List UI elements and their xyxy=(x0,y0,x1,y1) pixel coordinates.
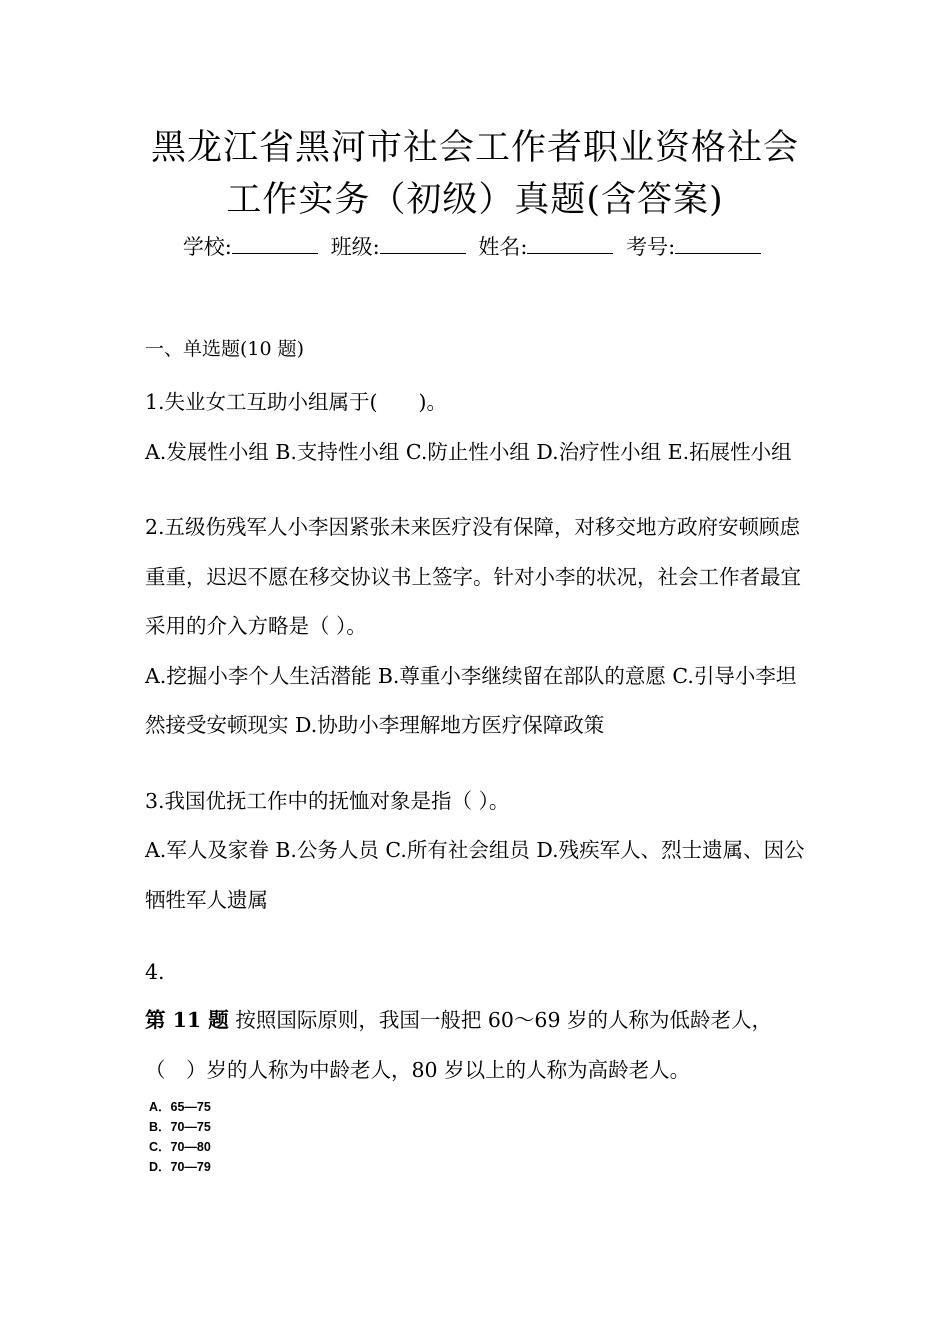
question-4-option-c: C．70—80 xyxy=(149,1140,211,1154)
school-blank xyxy=(232,233,318,254)
question-4-option-d: D．70—79 xyxy=(149,1160,211,1174)
section-heading: 一、单选题(10 题) xyxy=(145,338,305,360)
question-1-text: 1.失业女工互助小组属于( )。 xyxy=(145,390,448,414)
question-4-body: 按照国际原则，我国一般把 60～69 岁的人称为低龄老人，（ ）岁的人称为中龄老人，80 岁以上的人称为高龄老人。 xyxy=(145,1008,773,1082)
question-4-option-a: A．65—75 xyxy=(149,1100,211,1114)
name-label: 姓名: xyxy=(478,235,528,259)
title-line-2: 工作实务（初级）真题(含答案) xyxy=(226,180,724,220)
title-line-1: 黑龙江省黑河市社会工作者职业资格社会 xyxy=(150,128,799,168)
question-list xyxy=(145,332,810,1177)
school-label: 学校: xyxy=(182,235,232,259)
question-2-text: 2.五级伤残军人小李因紧张未来医疗没有保障，对移交地方政府安顿顾虑重重，迟迟不愿在移交协议书上签字。针对小李的状况，社会工作者最宜采用的介入方略是（ ）。 xyxy=(145,515,801,638)
question-4-label: 第 11 题 xyxy=(145,1008,229,1032)
student-info-line xyxy=(100,231,850,261)
question-2-options: A.挖掘小李个人生活潜能 B.尊重小李继续留在部队的意愿 C.引导小李坦然接受安顿现实 D.协助小李理解地方医疗保障政策 xyxy=(145,663,797,737)
name-blank xyxy=(527,233,613,254)
question-1-options: A.发展性小组 B.支持性小组 C.防止性小组 D.治疗性小组 E.拓展性小组 xyxy=(145,439,792,464)
question-4-number: 4. xyxy=(145,960,165,984)
class-label: 班级: xyxy=(330,235,380,259)
question-3-options: A.军人及家眷 B.公务人员 C.所有社会组员 D.残疾军人、烈士遗属、因公牺牲军人遗属 xyxy=(145,838,805,912)
exam-number-blank xyxy=(675,233,761,254)
document-title xyxy=(100,122,850,226)
question-4-options xyxy=(145,1097,810,1177)
question-3-text: 3.我国优抚工作中的抚恤对象是指（ ）。 xyxy=(145,788,510,813)
question-4-text xyxy=(145,995,810,1095)
question-4-option-b: B．70—75 xyxy=(149,1120,211,1134)
exam-number-label: 考号: xyxy=(626,235,676,259)
class-blank xyxy=(380,233,466,254)
